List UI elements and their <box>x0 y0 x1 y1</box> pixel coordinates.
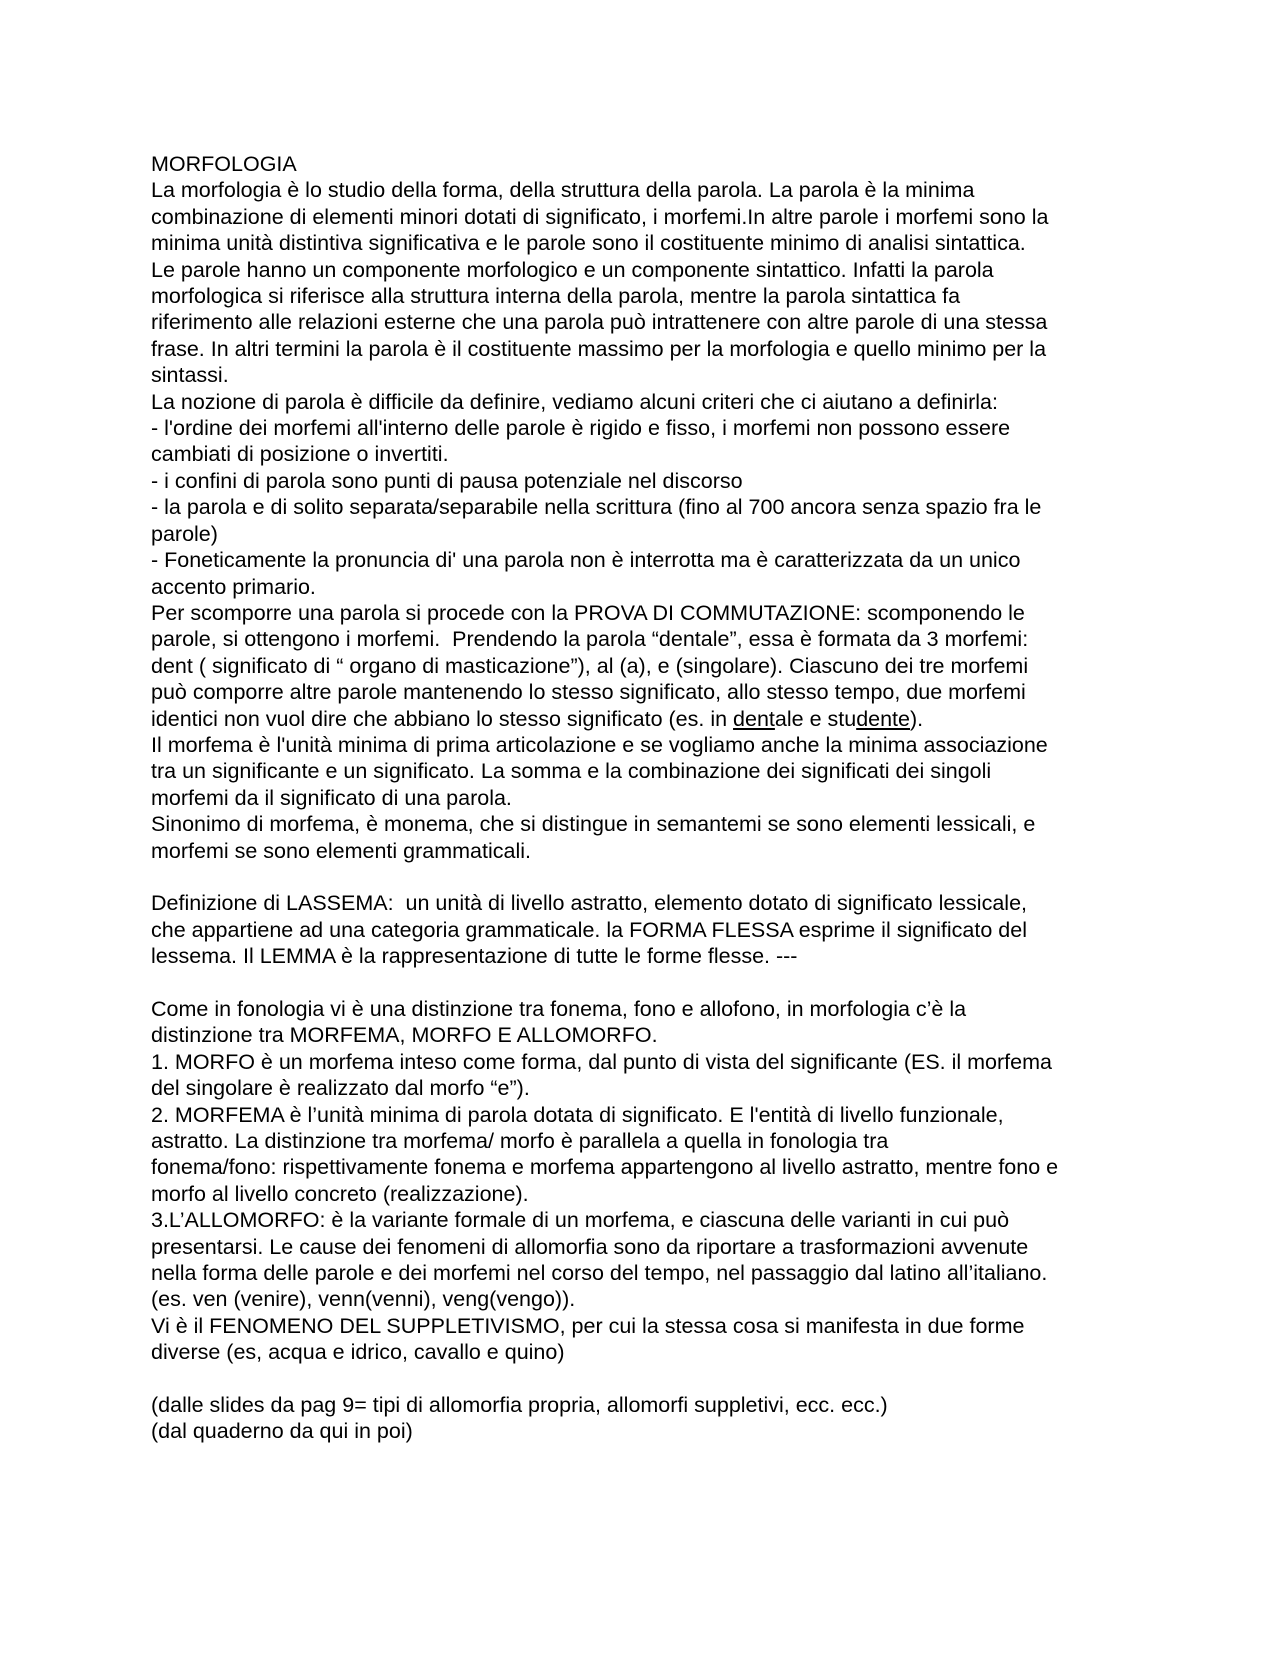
text-line: - Foneticamente la pronuncia di' una parola non è interrotta ma è caratterizzata da un unico <box>151 548 1021 573</box>
text-line: (dal quaderno da qui in poi) <box>151 1419 413 1444</box>
underlined-morpheme-dent: dent <box>733 706 775 731</box>
text-line: tra un significante e un significato. La somma e la combinazione dei significati dei singoli <box>151 759 992 784</box>
text-line: distinzione tra MORFEMA, MORFO E ALLOMORFO. <box>151 1023 658 1048</box>
text-line: 3.L’ALLOMORFO: è la variante formale di un morfema, e ciascuna delle varianti in cui può <box>151 1208 1010 1233</box>
text-line: morfo al livello concreto (realizzazione). <box>151 1181 529 1206</box>
text-line: accento primario. <box>151 574 316 599</box>
text-line: Per scomporre una parola si procede con la PROVA DI COMMUTAZIONE: scomponendo le <box>151 600 1025 625</box>
text-line: morfemi da il significato di una parola. <box>151 785 512 810</box>
text-line: dent ( significato di “ organo di masticazione”), al (a), e (singolare). Ciascuno dei tre morfemi <box>151 653 1029 678</box>
text-segment: identici non vuol dire che abbiano lo stesso significato (es. in <box>151 706 734 731</box>
paragraph-notes <box>151 1392 1131 1445</box>
text-line: Definizione di LASSEMA: un unità di livello astratto, elemento dotato di significato lessicale, <box>151 891 1027 916</box>
paragraph-spacer <box>151 1366 1131 1392</box>
text-line: morfemi se sono elementi grammaticali. <box>151 838 531 863</box>
paragraph-lessema <box>151 890 1131 969</box>
text-line: - la parola e di solito separata/separabile nella scrittura (fino al 700 ancora senza spazio fra le <box>151 495 1042 520</box>
text-line: 2. MORFEMA è l’unità minima di parola dotata di significato. E l'entità di livello funzionale, <box>151 1102 1004 1127</box>
text-line: fonema/fono: rispettivamente fonema e morfema appartengono al livello astratto, mentre fono e <box>151 1155 1059 1180</box>
text-line: morfologica si riferisce alla struttura interna della parola, mentre la parola sintattica fa <box>151 284 961 309</box>
text-line: diverse (es, acqua e idrico, cavallo e quino) <box>151 1340 565 1365</box>
underlined-morpheme-dente: dente <box>856 706 910 731</box>
text-line-underlined-example <box>151 706 1131 732</box>
paragraph-allomorfo <box>151 996 1131 1366</box>
text-line: del singolare è realizzato dal morfo “e”). <box>151 1076 530 1101</box>
text-line: astratto. La distinzione tra morfema/ morfo è parallela a quella in fonologia tra <box>151 1129 889 1153</box>
text-line: Vi è il FENOMENO DEL SUPPLETIVISMO, per cui la stessa cosa si manifesta in due forme <box>151 1313 1025 1338</box>
paragraph-spacer <box>151 970 1131 996</box>
text-line: sintassi. <box>151 363 229 388</box>
text-line: combinazione di elementi minori dotati di significato, i morfemi.In altre parole i morfemi sono la <box>151 204 1049 229</box>
text-line: parole) <box>151 521 218 546</box>
text-line: cambiati di posizione o invertiti. <box>151 442 449 467</box>
text-line: Come in fonologia vi è una distinzione tra fonema, fono e allofono, in morfologia c’è la <box>151 996 967 1021</box>
document-page <box>151 151 1131 1445</box>
text-line: frase. In altri termini la parola è il costituente massimo per la morfologia e quello minimo per la <box>151 336 1047 361</box>
text-line: La morfologia è lo studio della forma, della struttura della parola. La parola è la minima <box>151 178 975 203</box>
document-title: MORFOLOGIA <box>151 152 297 176</box>
text-line: Il morfema è l'unità minima di prima articolazione e se vogliamo anche la minima associazione <box>151 732 1048 757</box>
paragraph-spacer <box>151 864 1131 890</box>
text-line: (es. ven (venire), venn(venni), veng(vengo)). <box>151 1287 576 1312</box>
paragraph-definitions <box>151 177 1131 705</box>
text-line: Le parole hanno un componente morfologico e un componente sintattico. Infatti la parola <box>151 257 994 282</box>
text-line: Sinonimo di morfema, è monema, che si distingue in semantemi se sono elementi lessicali, e <box>151 812 1036 837</box>
text-line: può comporre altre parole mantenendo lo stesso significato, allo stesso tempo, due morfemi <box>151 680 1026 705</box>
text-line: minima unità distintiva significativa e le parole sono il costituente minimo di analisi sintattica. <box>151 231 1026 256</box>
text-line: nella forma delle parole e dei morfemi nel corso del tempo, nel passaggio dal latino all’italiano. <box>151 1261 1048 1286</box>
text-segment: ale e stu <box>774 706 857 731</box>
text-line: La nozione di parola è difficile da definire, vediamo alcuni criteri che ci aiutano a definirla: <box>151 389 998 414</box>
text-line: 1. MORFO è un morfema inteso come forma, dal punto di vista del significante (ES. il morfema <box>151 1049 1052 1074</box>
text-line: lessema. Il LEMMA è la rappresentazione di tutte le forme flesse. --- <box>151 944 798 969</box>
text-line: (dalle slides da pag 9= tipi di allomorfia propria, allomorfi suppletivi, ecc. ecc.) <box>151 1393 888 1418</box>
text-line: - l'ordine dei morfemi all'interno delle parole è rigido e fisso, i morfemi non possono essere <box>151 416 1011 441</box>
text-line: parole, si ottengono i morfemi. Prendendo la parola “dentale”, essa è formata da 3 morfemi: <box>151 627 1029 652</box>
text-line: presentarsi. Le cause dei fenomeni di allomorfia sono da riportare a trasformazioni avvenute <box>151 1234 1029 1259</box>
text-line: che appartiene ad una categoria grammaticale. la FORMA FLESSA esprime il significato del <box>151 917 1027 942</box>
text-segment: ). <box>910 706 924 731</box>
text-line: riferimento alle relazioni esterne che una parola può intrattenere con altre parole di una stessa <box>151 310 1048 335</box>
paragraph-morfema <box>151 732 1131 864</box>
text-line: - i confini di parola sono punti di pausa potenziale nel discorso <box>151 468 743 493</box>
